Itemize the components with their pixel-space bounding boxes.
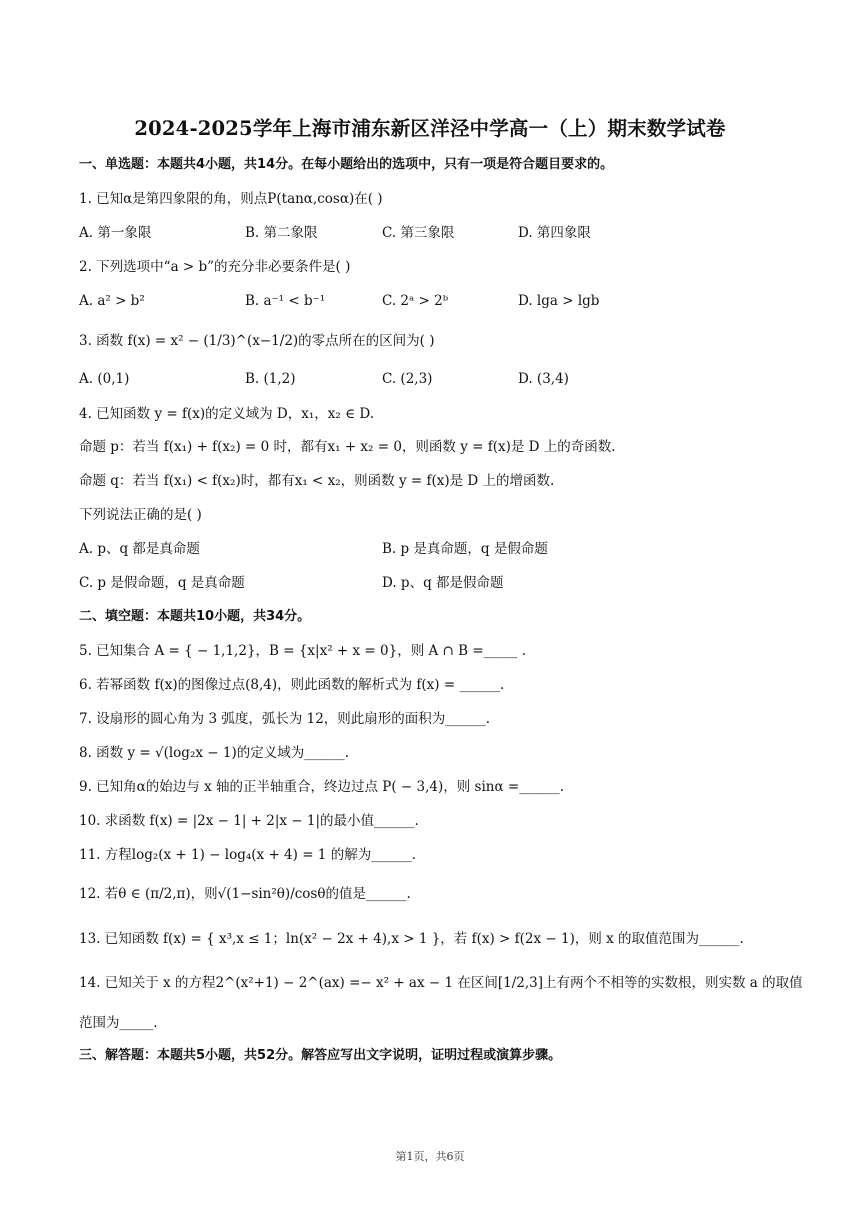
option-c: C. 2ᵃ > 2ᵇ [382, 293, 449, 309]
option-c: C. p 是假命题，q 是真命题 [79, 575, 245, 591]
question-11: 11. 方程log₂(x + 1) − log₄(x + 4) = 1 的解为______. [79, 847, 416, 863]
option-d: D. 第四象限 [518, 225, 591, 241]
option-d: D. (3,4) [518, 371, 569, 387]
question-4-stem: 4. 已知函数 y = f(x)的定义域为 D，x₁，x₂ ∈ D. [79, 406, 375, 422]
question-6: 6. 若幂函数 f(x)的图像过点(8,4)，则此函数的解析式为 f(x) = ______. [79, 677, 505, 693]
option-a: A. p、q 都是真命题 [79, 541, 200, 557]
question-10: 10. 求函数 f(x) = |2x − 1| + 2|x − 1|的最小值______. [79, 813, 419, 829]
question-7: 7. 设扇形的圆心角为 3 弧度，弧长为 12，则此扇形的面积为______. [79, 711, 491, 727]
question-4-options-row1 [79, 539, 800, 559]
question-4-proposition-p: 命题 p：若当 f(x₁) + f(x₂) = 0 时，都有x₁ + x₂ = 0，则函数 y = f(x)是 D 上的奇函数. [79, 439, 616, 455]
question-4-options-row2 [79, 573, 800, 593]
question-2-stem: 2. 下列选项中“a > b”的充分非必要条件是( ) [79, 259, 351, 275]
question-2-options [79, 291, 800, 311]
option-c: C. (2,3) [382, 371, 433, 387]
question-8: 8. 函数 y = √(log₂x − 1)的定义域为______. [79, 745, 350, 761]
option-b: B. a⁻¹ < b⁻¹ [245, 293, 326, 309]
option-b: B. 第二象限 [245, 225, 318, 241]
question-3-options [79, 369, 800, 389]
question-1-options [79, 223, 800, 243]
question-14-continuation: 范围为_____. [79, 1015, 158, 1031]
section-heading-fill-in: 二、填空题：本题共10小题，共34分。 [79, 609, 311, 624]
question-4-proposition-q: 命题 q：若当 f(x₁) < f(x₂)时，都有x₁ < x₂，则函数 y = f(x)是 D 上的增函数. [79, 473, 555, 489]
question-9: 9. 已知角α的始边与 x 轴的正半轴重合，终边过点 P( − 3,4)，则 sinα =______. [79, 779, 564, 795]
question-4-ask: 下列说法正确的是( ) [79, 507, 202, 523]
page-footer: 第1页，共6页 [395, 1150, 465, 1163]
option-a: A. a² > b² [79, 293, 145, 309]
page-title: 2024-2025学年上海市浦东新区洋泾中学高一（上）期末数学试卷 [134, 117, 726, 140]
question-5: 5. 已知集合 A = { − 1,1,2}，B = {x|x² + x = 0}，则 A ∩ B =_____ . [79, 643, 526, 659]
option-c: C. 第三象限 [382, 225, 455, 241]
question-13: 13. 已知函数 f(x) = { x³,x ≤ 1；ln(x² − 2x + 4),x > 1 }，若 f(x) > f(2x − 1)，则 x 的取值范围为______. [79, 931, 744, 947]
section-heading-single-choice: 一、单选题：本题共4小题，共14分。在每小题给出的选项中，只有一项是符合题目要求的。 [79, 157, 614, 172]
option-a: A. (0,1) [79, 371, 130, 387]
section-heading-solutions: 三、解答题：本题共5小题，共52分。解答应写出文字说明，证明过程或演算步骤。 [79, 1048, 562, 1063]
question-3-stem: 3. 函数 f(x) = x² − (1/3)^(x−1/2)的零点所在的区间为( ) [79, 333, 435, 349]
question-14: 14. 已知关于 x 的方程2^(x²+1) − 2^(ax) =− x² + ax − 1 在区间[1/2,3]上有两个不相等的实数根，则实数 a 的取值 [79, 975, 803, 991]
option-d: D. lga > lgb [518, 293, 600, 309]
option-b: B. (1,2) [245, 371, 296, 387]
question-12: 12. 若θ ∈ (π/2,π)，则√(1−sin²θ)/cosθ的值是______. [79, 886, 411, 902]
option-b: B. p 是真命题，q 是假命题 [382, 541, 548, 557]
option-a: A. 第一象限 [79, 225, 152, 241]
option-d: D. p、q 都是假命题 [382, 575, 504, 591]
question-1-stem: 1. 已知α是第四象限的角，则点P(tanα,cosα)在( ) [79, 191, 383, 207]
